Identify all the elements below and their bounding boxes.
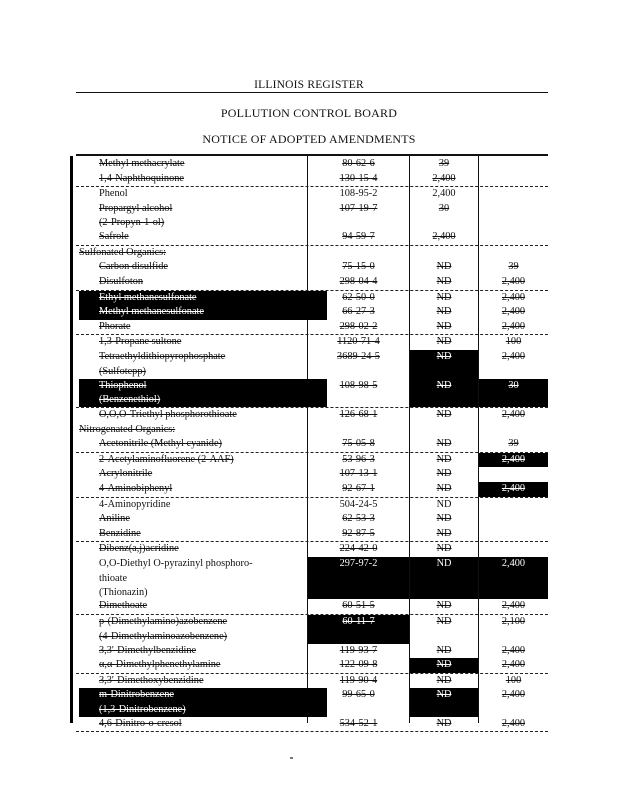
table-row — [76, 379, 548, 409]
constituent-name — [79, 498, 327, 513]
nonwastewater-standard: 30 — [479, 379, 548, 408]
constituent-name — [79, 688, 327, 717]
constituent-name-line: Acrylonitrile — [99, 468, 153, 480]
nonwastewater-standard — [479, 527, 548, 542]
nonwastewater-standard — [479, 187, 548, 202]
nonwastewater-standard: 2,100 — [501, 616, 526, 628]
constituent-name — [79, 157, 327, 172]
wastewater-standard: ND — [436, 306, 452, 318]
table-row — [76, 467, 548, 482]
constituent-name — [79, 230, 327, 245]
constituent-name-line: α,α-Dimethylphenethylamine — [99, 659, 221, 671]
cas-number: 297-97-2 — [308, 557, 409, 600]
nonwastewater-standard — [479, 512, 548, 527]
wastewater-standard: ND — [436, 543, 452, 555]
wastewater-standard: ND — [410, 379, 478, 408]
constituent-table — [76, 157, 548, 732]
table-row — [76, 275, 548, 291]
constituent-name-line: (Benzenethiol) — [99, 394, 161, 406]
wastewater-standard: 2,400 — [432, 231, 456, 243]
nonwastewater-standard — [479, 246, 548, 261]
nonwastewater-standard: 100 — [505, 336, 522, 348]
cas-number: 66-27-3 — [342, 306, 375, 318]
wastewater-standard: ND — [436, 644, 452, 656]
wastewater-standard — [410, 423, 478, 438]
wastewater-standard: ND — [436, 409, 452, 421]
nonwastewater-standard: 2,400 — [479, 557, 548, 600]
nonwastewater-standard: 2,400 — [501, 717, 526, 729]
constituent-name-line: 4,6-Dinitro-o-cresol — [99, 717, 182, 729]
constituent-name-line: O,O-Diethyl O-pyrazinyl phosphoro- — [99, 557, 253, 569]
constituent-name-line: Thiophenol — [99, 379, 147, 391]
constituent-name-line: Methyl methanesulfonate — [99, 306, 204, 318]
constituent-name-line: Safrole — [99, 231, 129, 243]
cas-number: 80-62-6 — [342, 158, 375, 169]
constituent-name-line: Propargyl alcohol — [99, 202, 173, 214]
constituent-name-line: Nitrogenated Organics: — [79, 423, 176, 435]
constituent-name — [79, 527, 327, 542]
nonwastewater-standard: 2,400 — [479, 453, 548, 468]
nonwastewater-standard — [479, 467, 548, 482]
wastewater-standard: ND — [436, 616, 452, 628]
constituent-name-line: Tetraethyldithiopyrophosphate — [99, 351, 226, 363]
table-row — [76, 482, 548, 498]
nonwastewater-standard — [479, 172, 548, 187]
constituent-name — [79, 674, 327, 689]
table-row — [76, 557, 548, 600]
cas-number: 53-96-3 — [342, 453, 375, 465]
nonwastewater-standard: 100 — [505, 674, 522, 686]
constituent-name-line: Aniline — [99, 513, 130, 525]
constituent-name-line: Acetonitrile (Methyl cyanide) — [99, 438, 222, 450]
nonwastewater-standard: 2,400 — [501, 351, 526, 363]
cas-number: 75-15-0 — [342, 261, 375, 273]
cas-number: 119-90-4 — [339, 674, 378, 686]
constituent-name-line: Phorate — [99, 320, 131, 332]
cas-number: 107-19-7 — [339, 202, 378, 214]
constituent-name-line: (2-Propyn-1-ol) — [99, 217, 165, 229]
constituent-name — [79, 599, 327, 614]
nonwastewater-standard: 2,400 — [501, 644, 526, 656]
cas-number: 108-95-2 — [339, 188, 378, 200]
cas-number: 3689-24-5 — [337, 351, 380, 363]
wastewater-standard: ND — [436, 513, 452, 525]
table-row — [76, 674, 548, 689]
cas-number — [308, 246, 409, 261]
wastewater-standard: ND — [436, 320, 452, 332]
wastewater-standard: ND — [410, 688, 478, 717]
constituent-name-line: O,O,O-Triethyl phosphorothioate — [99, 409, 237, 421]
constituent-name — [79, 658, 327, 673]
nonwastewater-standard: 2,400 — [501, 276, 526, 288]
constituent-name — [79, 512, 327, 527]
cas-number: 62-50-0 — [342, 291, 375, 303]
constituent-name — [79, 379, 327, 408]
table-row — [76, 658, 548, 674]
constituent-name-line: Sulfonated Organics: — [79, 246, 167, 258]
nonwastewater-standard — [479, 498, 548, 513]
constituent-name — [79, 172, 327, 187]
cas-number: 107-13-1 — [339, 468, 378, 480]
nonwastewater-standard — [479, 230, 548, 245]
wastewater-standard: ND — [436, 600, 452, 612]
table-row — [76, 688, 548, 717]
constituent-name — [79, 187, 327, 202]
table-row — [76, 599, 548, 615]
constituent-name-line: (4-Dimethylaminoazobenzene) — [99, 630, 228, 642]
constituent-name-line: Dibenz(a,j)acridine — [99, 543, 179, 555]
wastewater-standard: ND — [436, 276, 452, 288]
constituent-name-line: Disulfoton — [99, 276, 144, 288]
table-row — [76, 260, 548, 275]
cas-number: 75-05-8 — [342, 438, 375, 450]
notice-title: NOTICE OF ADOPTED AMENDMENTS — [202, 132, 416, 146]
wastewater-standard: ND — [436, 438, 452, 450]
cas-number: 122-09-8 — [339, 659, 378, 671]
constituent-name-line: (Thionazin) — [99, 587, 148, 599]
cas-number: 224-42-0 — [339, 543, 378, 555]
table-row — [76, 305, 548, 320]
wastewater-standard: ND — [410, 557, 478, 600]
wastewater-standard: ND — [436, 291, 452, 303]
revision-bar — [70, 156, 73, 723]
cas-number: 99-65-0 — [342, 689, 375, 701]
cas-number: 534-52-1 — [339, 717, 378, 729]
nonwastewater-standard: 2,400 — [501, 409, 526, 421]
table-row — [76, 350, 548, 379]
wastewater-standard: ND — [436, 674, 452, 686]
nonwastewater-standard — [479, 157, 548, 172]
constituent-name — [79, 453, 327, 468]
table-row — [76, 408, 548, 423]
scan-speck — [290, 757, 293, 759]
wastewater-standard: ND — [436, 717, 452, 729]
constituent-name — [79, 467, 327, 482]
table-row — [76, 717, 548, 733]
nonwastewater-standard: 2,400 — [501, 600, 526, 612]
table-row — [76, 320, 548, 336]
constituent-name — [79, 291, 327, 306]
constituent-name-line: 4-Aminobiphenyl — [99, 483, 173, 494]
nonwastewater-standard: 2,400 — [501, 659, 526, 671]
table-row — [76, 527, 548, 543]
table-row — [76, 437, 548, 453]
wastewater-standard: ND — [436, 483, 452, 494]
nonwastewater-standard: 2,400 — [501, 689, 526, 701]
table-row — [76, 172, 548, 188]
header-rule — [76, 92, 548, 93]
wastewater-standard — [410, 246, 478, 261]
constituent-name-line: 1,4-Naphthoquinone — [99, 172, 184, 184]
table-row — [76, 423, 548, 438]
constituent-name-line: 1,3-Propane sultone — [99, 336, 182, 348]
nonwastewater-standard — [479, 202, 548, 231]
nonwastewater-standard: 2,400 — [501, 291, 526, 303]
constituent-name — [79, 320, 327, 335]
table-row — [76, 644, 548, 659]
wastewater-standard: ND — [436, 527, 452, 539]
cas-number: 119-93-7 — [339, 644, 378, 656]
constituent-name-line: 3,3'-Dimethoxybenzidine — [99, 674, 204, 686]
register-title: ILLINOIS REGISTER — [254, 79, 364, 91]
wastewater-standard: ND — [410, 658, 478, 673]
table-row — [76, 335, 548, 350]
board-title: POLLUTION CONTROL BOARD — [220, 106, 398, 120]
constituent-name — [79, 542, 327, 557]
nonwastewater-standard: 39 — [508, 438, 519, 450]
constituent-name — [79, 335, 327, 350]
constituent-name — [79, 423, 307, 438]
constituent-name — [79, 482, 327, 497]
constituent-name — [79, 437, 327, 452]
nonwastewater-standard: 39 — [508, 261, 519, 273]
table-row — [76, 512, 548, 527]
cas-number: 60-51-5 — [342, 600, 375, 612]
wastewater-standard: ND — [436, 453, 452, 465]
constituent-name-line: Benzidine — [99, 527, 141, 539]
constituent-name — [79, 202, 327, 231]
constituent-name-line: thioate — [99, 572, 128, 584]
constituent-name-line: 4-Aminopyridine — [99, 498, 171, 510]
nonwastewater-standard — [479, 423, 548, 438]
wastewater-standard: 39 — [438, 158, 450, 169]
wastewater-standard: 30 — [438, 202, 450, 214]
nonwastewater-standard — [479, 542, 548, 557]
constituent-name-line: Ethyl methanesulfonate — [99, 291, 197, 303]
table-row — [76, 157, 548, 172]
constituent-name — [79, 717, 327, 732]
wastewater-standard: ND — [436, 261, 452, 273]
wastewater-standard: ND — [436, 498, 452, 510]
wastewater-standard: ND — [436, 336, 452, 348]
constituent-name-line: 3,3'-Dimethylbenzidine — [99, 644, 197, 656]
wastewater-standard: ND — [436, 468, 452, 480]
constituent-name-line: Carbon disulfide — [99, 261, 168, 273]
constituent-name — [79, 275, 327, 290]
constituent-name-line: (1,3-Dinitrobenzene) — [99, 703, 186, 715]
constituent-name-line: Phenol — [99, 188, 128, 200]
constituent-name — [79, 350, 327, 379]
cas-number: 62-53-3 — [342, 513, 375, 525]
cas-number: 60-11-7 — [308, 615, 409, 644]
cas-number: 108-98-5 — [339, 379, 378, 391]
cas-number: 504-24-5 — [339, 498, 378, 510]
constituent-name-line: Methyl methacrylate — [99, 158, 185, 169]
constituent-name — [79, 260, 327, 275]
wastewater-standard: 2,400 — [432, 188, 456, 200]
constituent-name-line: m-Dinitrobenzene — [99, 689, 174, 701]
nonwastewater-standard: 2,400 — [479, 482, 548, 497]
constituent-name — [79, 408, 327, 423]
constituent-name-line: p-(Dimethylamino)azobenzene — [99, 616, 228, 628]
cas-number: 298-04-4 — [339, 276, 378, 288]
table-row — [76, 615, 548, 644]
constituent-name-line: 2-Acetylaminofluorene (2-AAF) — [99, 453, 234, 465]
cas-number: 298-02-2 — [339, 320, 378, 332]
nonwastewater-standard: 2,400 — [501, 320, 526, 332]
wastewater-standard: ND — [410, 350, 478, 379]
table-row — [76, 187, 548, 202]
table-row — [76, 291, 548, 306]
table-row — [76, 202, 548, 231]
constituent-name-line: Dimethoate — [99, 600, 148, 612]
constituent-name — [79, 246, 307, 261]
table-row — [76, 498, 548, 513]
wastewater-standard: 2,400 — [432, 172, 456, 184]
cas-number: 1120-71-4 — [337, 336, 380, 348]
constituent-name-line: (Sulfotepp) — [99, 365, 146, 377]
cas-number: 92-87-5 — [342, 527, 375, 539]
table-row — [76, 453, 548, 468]
cas-number: 126-68-1 — [339, 409, 378, 421]
table-row — [76, 230, 548, 246]
cas-number: 94-59-7 — [342, 231, 375, 243]
cas-number — [308, 423, 409, 438]
constituent-name — [79, 557, 327, 600]
cas-number: 130-15-4 — [339, 172, 378, 184]
constituent-name — [79, 305, 327, 320]
table-row — [76, 542, 548, 557]
constituent-name — [79, 615, 327, 644]
cas-number: 92-67-1 — [342, 483, 375, 494]
nonwastewater-standard: 2,400 — [501, 306, 526, 318]
table-row — [76, 246, 548, 261]
constituent-name — [79, 644, 327, 659]
